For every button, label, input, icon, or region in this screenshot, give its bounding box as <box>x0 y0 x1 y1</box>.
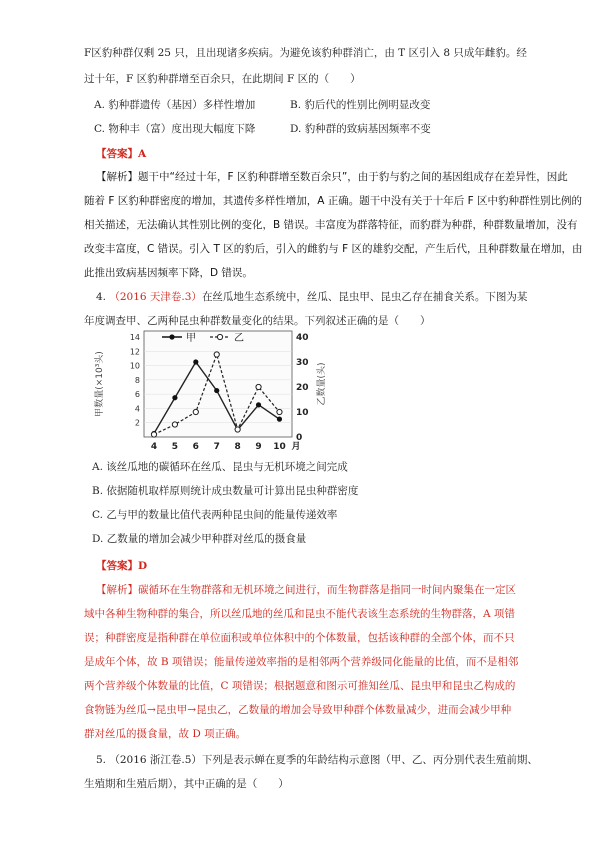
left-tick-label: 12 <box>129 347 140 357</box>
series-jia-point <box>214 388 219 393</box>
q4-answer: 【答案】D <box>96 560 148 572</box>
x-tick-label: 8 <box>234 442 241 452</box>
q3-analysis-line-1: 【解析】题干中“经过十年，F 区豹种群增至数百余只”，由于豹与豹之间的基因组成存在差异性，因此 <box>96 171 568 183</box>
q4-analysis-line-2: 域中各种生物种群的集合，所以丝瓜地的丝瓜和昆虫不能代表该生态系统的生物群落，A 项错 <box>84 608 515 620</box>
q3-analysis-line-4: 改变丰富度，C 错误。引入 T 区的豹后，引入的雌豹与 F 区的雄豹交配，产生后代，且种群数量在增加，由 <box>84 243 583 255</box>
right-tick-label: 40 <box>296 333 309 343</box>
x-tick-label: 10 <box>273 442 286 452</box>
legend-yi-marker <box>217 334 222 339</box>
q4-stem-text: 在丝瓜地生态系统中，丝瓜、昆虫甲、昆虫乙存在捕食关系。下图为某 <box>201 291 528 303</box>
chart-svg <box>92 323 332 455</box>
series-jia-point <box>256 402 261 407</box>
q4-stem-line-1 <box>96 290 527 304</box>
series-jia-point <box>193 359 198 364</box>
series-jia-point <box>172 395 177 400</box>
right-tick-label: 0 <box>296 433 303 443</box>
series-yi-point <box>172 422 177 427</box>
series-jia-point <box>277 417 282 422</box>
q4-option-c: C. 乙与甲的数量比值代表两种昆虫间的能量传递效率 <box>92 509 338 521</box>
right-axis-label: 乙数量(头) <box>317 362 327 406</box>
q3-answer: 【答案】A <box>96 148 147 160</box>
x-tick-label: 9 <box>255 442 262 452</box>
q4-chart <box>92 323 332 455</box>
q4-option-d: D. 乙数量的增加会减少甲种群对丝瓜的摄食量 <box>92 533 307 545</box>
q4-analysis-line-7: 群对丝瓜的摄食量，故 D 项正确。 <box>84 728 247 740</box>
series-yi-point <box>151 432 156 437</box>
q3-option-a: A. 豹种群遗传（基因）多样性增加 <box>94 99 256 111</box>
q3-stem-line-2: 过十年，F 区豹种群增至百余只，在此期间 F 区的（ ） <box>84 73 361 85</box>
series-yi-point <box>214 352 219 357</box>
series-yi-point <box>277 409 282 414</box>
q3-option-b: B. 豹后代的性别比例明显改变 <box>290 99 431 111</box>
q5-stem-line-1: 5. （2016 浙江卷.5）下列是表示蝉在夏季的年龄结构示意图（甲、乙、丙分别代表生殖前期、 <box>96 754 538 766</box>
q4-analysis-line-5: 两个营养级个体数量的比值，C 项错误；根据题意和图示可推知丝瓜、昆虫甲和昆虫乙构成的 <box>84 680 516 692</box>
x-tick-label: 4 <box>150 442 158 452</box>
right-tick-label: 10 <box>296 408 309 418</box>
q4-analysis-line-3: 误；种群密度是指种群在单位面积或单位体积中的个体数量，包括该种群的全部个体，而不只 <box>84 632 515 644</box>
q3-analysis-line-3: 相关描述，无法确认其性别比例的变化，B 错误。丰富度为群落特征，而豹群为种群，种群数量增加，没有 <box>84 219 578 231</box>
left-tick-label: 4 <box>134 404 140 414</box>
left-tick-label: 6 <box>134 390 140 400</box>
left-tick-label: 10 <box>129 361 140 371</box>
q3-option-c: C. 物种丰（富）度出现大幅度下降 <box>94 123 256 135</box>
left-tick-label: 2 <box>134 418 140 428</box>
series-yi-point <box>193 409 198 414</box>
q3-analysis-line-5: 此推出致病基因频率下降，D 错误。 <box>84 267 253 279</box>
q4-analysis-line-6: 食物链为丝瓜→昆虫甲→昆虫乙，乙数量的增加会导致甲种群个体数量减少，进而会减少甲种 <box>84 704 512 716</box>
plot-frame <box>144 331 292 437</box>
q3-analysis-line-2: 随着 F 区豹种群密度的增加，其遗传多样性增加，A 正确。题干中没有关于十年后 F 区中豹种群性别比例的 <box>84 195 582 207</box>
left-tick-label: 8 <box>134 375 140 385</box>
left-axis-label: 甲数量(×10³头) <box>95 351 105 417</box>
x-tick-label: 7 <box>213 442 220 452</box>
q3-option-d: D. 豹种群的致病基因频率不变 <box>290 123 431 135</box>
q4-number: 4. <box>96 291 110 303</box>
x-tick-label: 6 <box>192 442 199 452</box>
q4-stem-line-2: 年度调查甲、乙两种昆虫种群数量变化的结果。下列叙述正确的是（ ） <box>84 315 431 327</box>
right-tick-label: 30 <box>296 358 309 368</box>
right-tick-label: 20 <box>296 383 309 393</box>
q5-stem-line-2: 生殖期和生殖后期），其中正确的是（ ） <box>84 778 289 790</box>
x-unit-label: 月 <box>291 442 301 452</box>
q4-option-b: B. 依据随机取样原则统计成虫数量可计算出昆虫种群密度 <box>92 485 359 497</box>
x-tick-label: 5 <box>171 442 179 452</box>
legend-jia-label: 甲 <box>186 333 196 344</box>
left-tick-label: 14 <box>129 333 140 342</box>
q4-analysis-line-4: 是成年个体，故 B 项错误；能量传递效率指的是相邻两个营养级同化能量的比值，而不是相邻 <box>84 656 519 668</box>
legend-jia-marker <box>169 334 174 339</box>
series-yi-point <box>235 427 240 432</box>
q4-source: （2016 天津卷.3） <box>109 291 202 303</box>
legend-yi-label: 乙 <box>234 333 244 344</box>
q4-analysis-line-1: 【解析】碳循环在生物群落和无机环境之间进行，而生物群落是指同一时间内聚集在一定区 <box>96 584 516 596</box>
q3-stem-line-1: F区豹种群仅剩 25 只，且出现诸多疾病。为避免该豹种群消亡，由 T 区引入 8 只成年雌豹。经 <box>84 47 527 59</box>
series-yi-point <box>256 384 261 389</box>
q4-option-a: A. 该丝瓜地的碳循环在丝瓜、昆虫与无机环境之间完成 <box>92 461 348 473</box>
